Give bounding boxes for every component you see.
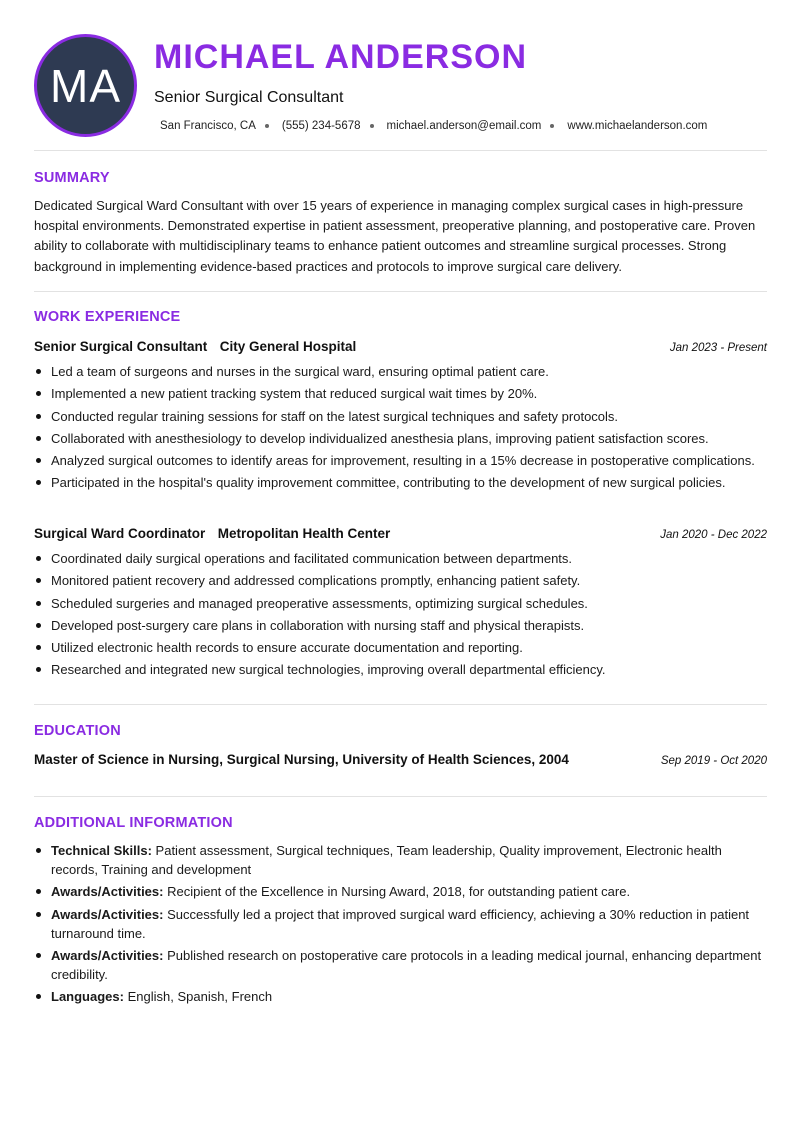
item-label: Awards/Activities: — [51, 906, 164, 922]
summary-heading: SUMMARY — [34, 170, 110, 186]
item-text: Recipient of the Excellence in Nursing Award, 2018, for outstanding patient care. — [167, 884, 631, 900]
additional-info-item — [34, 946, 767, 984]
job-company: Metropolitan Health Center — [217, 526, 391, 541]
item-label: Technical Skills: — [51, 843, 152, 858]
additional-info-item — [34, 882, 767, 901]
contact-website[interactable]: www.michaelanderson.com — [567, 120, 708, 132]
section-divider — [34, 796, 767, 797]
job-dates: Jan 2020 - Dec 2022 — [660, 529, 767, 541]
bullet-item: Researched and integrated new surgical technologies, improving overall departmental efficiency. — [34, 660, 767, 679]
bullet-item: Analyzed surgical outcomes to identify areas for improvement, resulting in a 15% decrease in postoperative complications. — [34, 451, 767, 470]
item-label: Languages: — [51, 989, 124, 1005]
summary-text: Dedicated Surgical Ward Consultant with over 15 years of experience in managing complex surgical cases in high-pressure hospital environments. Demonstrated expertise in patient assessment, preoperative planning, and postoperative care. Proven ability to collaborate with multidisciplinary teams to enhance patient outcomes and streamline surgical processes. Strong background in implementing evidence-based practices and protocols to improve surgical care delivery. — [34, 198, 756, 274]
item-label: Awards/Activities: — [51, 947, 164, 963]
resume-header — [0, 0, 800, 150]
additional-info-item — [34, 841, 767, 879]
bullet-item: Implemented a new patient tracking system that reduced surgical wait times by 20%. — [34, 384, 767, 403]
candidate-name: MICHAEL ANDERSON — [154, 38, 528, 76]
additional-info-item — [34, 905, 767, 943]
education-heading: EDUCATION — [34, 723, 121, 739]
item-text: Successfully led a project that improved surgical ward efficiency, achieving a 30% reduction in patient turnaround time. — [51, 906, 750, 941]
job-bullets — [34, 362, 767, 496]
job-company: City General Hospital — [219, 339, 357, 354]
bullet-item: Scheduled surgeries and managed preoperative assessments, optimizing surgical schedules. — [34, 594, 767, 613]
contact-phone: (555) 234-5678 — [281, 120, 361, 132]
bullet-item: Coordinated daily surgical operations and facilitated communication between departments. — [34, 549, 767, 568]
job-dates: Jan 2023 - Present — [669, 342, 767, 354]
job-role: Senior Surgical Consultant — [34, 339, 208, 354]
contact-location: San Francisco, CA — [160, 120, 256, 132]
bullet-item: Conducted regular training sessions for staff on the latest surgical techniques and safety protocols. — [34, 407, 767, 426]
bullet-item: Participated in the hospital's quality improvement committee, contributing to the development of new surgical policies. — [34, 473, 767, 492]
separator-dot — [265, 124, 269, 128]
avatar: MA — [34, 34, 137, 137]
additional-info-list — [34, 841, 767, 1009]
additional-info-heading: ADDITIONAL INFORMATION — [34, 815, 233, 831]
item-text: Published research on postoperative care protocols in a leading medical journal, enhancing department credibility. — [51, 947, 762, 982]
education-degree: Master of Science in Nursing, Surgical Nursing, University of Health Sciences, 2004 — [34, 752, 569, 767]
item-label: Awards/Activities: — [51, 884, 164, 900]
section-divider — [34, 704, 767, 705]
additional-info-item — [34, 987, 767, 1006]
contact-email[interactable]: michael.anderson@email.com — [386, 120, 542, 132]
education-dates: Sep 2019 - Oct 2020 — [660, 755, 767, 767]
job-bullets — [34, 549, 767, 683]
candidate-title: Senior Surgical Consultant — [154, 89, 344, 106]
bullet-item: Led a team of surgeons and nurses in the surgical ward, ensuring optimal patient care. — [34, 362, 767, 381]
section-divider — [34, 291, 767, 292]
item-text: Patient assessment, Surgical techniques, Team leadership, Quality improvement, Electronic health records, Training and development — [51, 843, 722, 877]
education-entry — [34, 752, 767, 767]
job-role: Surgical Ward Coordinator — [34, 526, 206, 541]
work-experience-heading: WORK EXPERIENCE — [34, 309, 181, 325]
job-header — [34, 338, 767, 356]
item-text: English, Spanish, French — [127, 989, 273, 1005]
bullet-item: Developed post-surgery care plans in collaboration with nursing staff and physical therapists. — [34, 616, 767, 635]
bullet-item: Collaborated with anesthesiology to develop individualized anesthesia plans, improving patient satisfaction scores. — [34, 429, 767, 448]
separator-dot — [550, 124, 554, 128]
section-divider — [34, 150, 767, 151]
separator-dot — [370, 124, 374, 128]
job-header — [34, 525, 767, 543]
bullet-item: Utilized electronic health records to ensure accurate documentation and reporting. — [34, 638, 767, 657]
bullet-item: Monitored patient recovery and addressed complications promptly, enhancing patient safety. — [34, 571, 767, 590]
contact-line — [160, 120, 707, 132]
